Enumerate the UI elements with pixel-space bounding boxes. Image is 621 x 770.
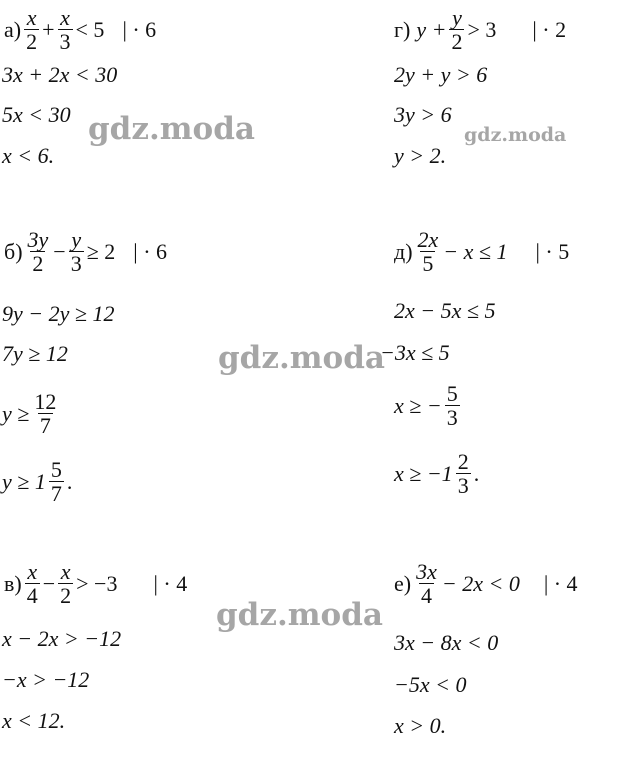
fraction: $\frac{2}{3}$ [457, 449, 469, 499]
solution-step: y > 2. [394, 143, 447, 168]
solution-step: 2x − 5x ≤ 5 [394, 298, 496, 323]
solution-step: 5x < 30 [2, 102, 71, 127]
fraction: $\frac{x}{3}$ [59, 5, 71, 55]
multiplier-note: | · 4 [153, 570, 188, 596]
solution-step: y ≥ $\frac{12}{7}$ [2, 389, 57, 439]
problem-v-label: в) [4, 570, 22, 596]
fraction: $\frac{2x}{5}$ [417, 227, 439, 277]
solution-step: 3x − 8x < 0 [394, 630, 499, 655]
solution-step: x < 6. [2, 143, 55, 168]
solution-step: x < 12. [2, 708, 66, 733]
watermark: gdz.moda [464, 124, 567, 146]
solution-step: x > 0. [394, 713, 447, 738]
solution-step: −x > −12 [2, 667, 90, 692]
problem-a-statement: а) $\frac{x}{2}$ + $\frac{x}{3}$ < 5 | · 6 [4, 5, 157, 55]
solution-step: 3x + 2x < 30 [2, 62, 118, 87]
watermark: gdz.moda [218, 340, 385, 376]
problem-e-statement: е) $\frac{3x}{4}$ − 2x < 0 | · 4 [394, 559, 578, 609]
solution-step: 7y ≥ 12 [2, 341, 68, 366]
problem-a-label: а) [4, 16, 22, 42]
problem-g-label: г) [394, 16, 411, 42]
multiplier-note: | · 4 [543, 570, 578, 596]
fraction: $\frac{12}{7}$ [34, 389, 57, 439]
problem-g-statement: г) y + $\frac{y}{2}$ > 3 | · 2 [394, 5, 567, 55]
fraction: $\frac{x}{2}$ [60, 559, 72, 609]
fraction: $\frac{3x}{4}$ [416, 559, 437, 609]
solution-step: 9y − 2y ≥ 12 [2, 301, 115, 326]
multiplier-note: | · 6 [122, 16, 157, 42]
fraction: $\frac{5}{7}$ [50, 457, 62, 507]
problem-d-statement: д) $\frac{2x}{5}$ − x ≤ 1 | · 5 [394, 227, 570, 277]
solution-step: 3y > 6 [394, 102, 452, 127]
fraction: $\frac{x}{2}$ [26, 5, 38, 55]
solution-step: x ≥ − $\frac{5}{3}$ [394, 381, 458, 431]
solution-step: −3x ≤ 5 [380, 340, 450, 365]
fraction: $\frac{y}{3}$ [70, 227, 82, 277]
solution-step: 2y + y > 6 [394, 62, 488, 87]
problem-d-label: д) [394, 238, 413, 264]
watermark: gdz.moda [88, 111, 255, 147]
problem-b-label: б) [4, 238, 23, 264]
fraction: $\frac{5}{3}$ [446, 381, 458, 431]
multiplier-note: | · 5 [535, 238, 570, 264]
fraction: $\frac{3y}{2}$ [27, 227, 49, 277]
solution-step: y ≥ 1 $\frac{5}{7}$ . [2, 457, 73, 507]
multiplier-note: | · 6 [133, 238, 168, 264]
watermark: gdz.moda [216, 597, 383, 633]
problem-v-statement: в) $\frac{x}{4}$ − $\frac{x}{2}$ > −3 | · 4 [4, 559, 188, 609]
solution-step: −5x < 0 [394, 672, 467, 697]
problem-e-label: е) [394, 570, 412, 596]
fraction: $\frac{y}{2}$ [451, 5, 463, 55]
problem-b-statement: б) $\frac{3y}{2}$ − $\frac{y}{3}$ ≥ 2 | · 6 [4, 227, 168, 277]
solution-step: x − 2x > −12 [2, 626, 122, 651]
multiplier-note: | · 2 [532, 16, 567, 42]
solution-step: x ≥ −1 $\frac{2}{3}$ . [394, 449, 480, 499]
fraction: $\frac{x}{4}$ [26, 559, 38, 609]
